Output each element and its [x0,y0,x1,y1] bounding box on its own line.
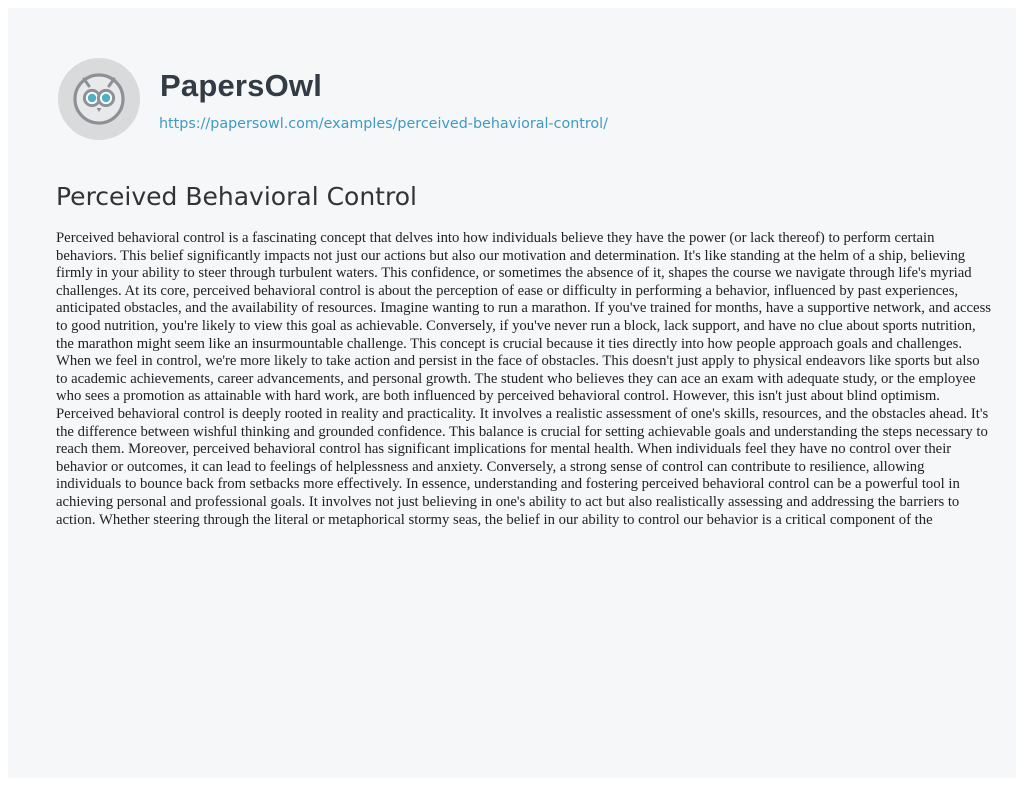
page-frame [8,8,1016,778]
brand-name[interactable]: PapersOwl [160,68,323,103]
source-url[interactable]: https://papersowl.com/examples/perceived-behavioral-control/ [159,116,608,132]
essay-title: Perceived Behavioral Control [56,182,417,211]
owl-logo-icon[interactable] [58,58,140,140]
essay-body: Perceived behavioral control is a fascinating concept that delves into how individuals believe they have the power (or lack thereof) to perform certain behaviors. This belief significantly impacts not just our actions but also our motivation and determination. It's like standing at the helm of a ship, believing firmly in your ability to steer through turbulent waters. This confidence, or sometimes the absence of it, shapes the course we navigate through life's myriad challenges. At its core, perceived behavioral control is about the perception of ease or difficulty in performing a behavior, influenced by past experiences, anticipated obstacles, and the availability of resources. Imagine wanting to run a marathon. If you've trained for months, have a supportive network, and access to good nutrition, you're likely to view this goal as achievable. Conversely, if you've never run a block, lack support, and have no clue about sports nutrition, the marathon might seem like an insurmountable challenge. This concept is crucial because it ties directly into how people approach goals and challenges. When we feel in control, we're more likely to take action and persist in the face of obstacles. This doesn't just apply to physical endeavors like sports but also to academic achievements, career advancements, and personal growth. The student who believes they can ace an exam with adequate study, or the employee who sees a promotion as attainable with hard work, are both influenced by perceived behavioral control. However, this isn't just about blind optimism. Perceived behavioral control is deeply rooted in reality and practicality. It involves a realistic assessment of one's skills, resources, and the obstacles ahead. It's the difference between wishful thinking and grounded confidence. This balance is crucial for setting achievable goals and understanding the steps necessary to reach them. Moreover, perceived behavioral control has significant implications for mental health. When individuals feel they have no control over their behavior or outcomes, it can lead to feelings of helplessness and anxiety. Conversely, a strong sense of control can contribute to resilience, allowing individuals to bounce back from setbacks more effectively. In essence, understanding and fostering perceived behavioral control can be a powerful tool in achieving personal and professional goals. It involves not just believing in one's ability to act but also realistically assessing and addressing the barriers to action. Whether steering through the literal or metaphorical stormy seas, the belief in our ability to control our behavior is a critical component of the [56,230,991,528]
